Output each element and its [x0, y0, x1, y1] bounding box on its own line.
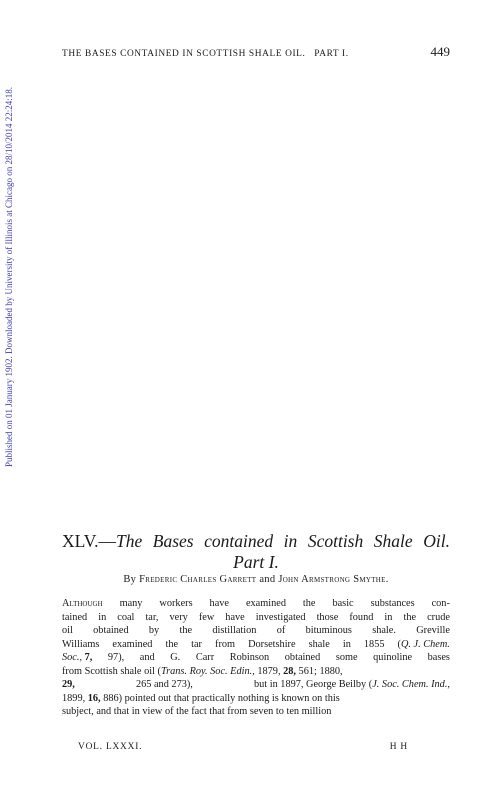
signature-mark: H H — [389, 742, 408, 752]
body-line-5: Soc., 7, 97), and G. Carr Robinson obtained some quinoline bases — [62, 652, 450, 663]
body-line-9: subject, and that in view of the fact that from seven to ten million — [62, 706, 332, 717]
author-2: John Armstrong Smythe. — [278, 574, 389, 585]
running-head-title: THE BASES CONTAINED IN SCOTTISH SHALE OIL. PART I. — [62, 49, 349, 59]
body-line-6: from Scottish shale oil (Trans. Roy. Soc. Edin., 1879, 28, 561; 1880, — [62, 665, 343, 677]
body-paragraph — [62, 597, 450, 719]
title-word: Oil. — [423, 531, 450, 551]
volume-label: VOL. LXXXI. — [78, 742, 143, 752]
title-word: contained — [204, 531, 274, 551]
body-line-2: tained in coal tar, very few have investigated those found in the crude — [62, 611, 450, 623]
article-title-line-2: Part I. — [233, 552, 279, 572]
running-head — [62, 44, 450, 60]
page-footer — [78, 742, 408, 752]
title-word: Bases — [152, 531, 194, 551]
title-word: in — [283, 531, 298, 551]
body-line-4: Williams examined the tar from Dorsetshire shale in 1855 (Q. J. Chem. — [62, 638, 450, 650]
title-word: Shale — [373, 531, 413, 551]
title-word: Scottish — [307, 531, 364, 551]
body-line-3: oil obtained by the distillation of bituminous shale. Greville — [62, 625, 450, 636]
byline: By Frederic Charles Garrett and John Armstrong Smythe. — [123, 574, 389, 585]
provenance-watermark: Published on 01 January 1902. Downloaded by University of Illinois at Chicago on 28/10/2014 22:24:18. — [4, 87, 14, 468]
article-title — [62, 531, 450, 573]
article-number: XLV.—The — [62, 531, 143, 551]
body-line-8: 1899, 16, 886) pointed out that practically nothing is known on this — [62, 692, 340, 704]
body-line-1: Although many workers have examined the basic substances con- — [62, 598, 450, 609]
article-title-line-1 — [62, 531, 450, 552]
author-1: Frederic Charles Garrett — [139, 574, 257, 585]
page-number: 449 — [430, 44, 450, 59]
body-line-7: 29, 265 and 273), but in 1897, George Beilby (J. Soc. Chem. Ind., — [62, 679, 450, 690]
